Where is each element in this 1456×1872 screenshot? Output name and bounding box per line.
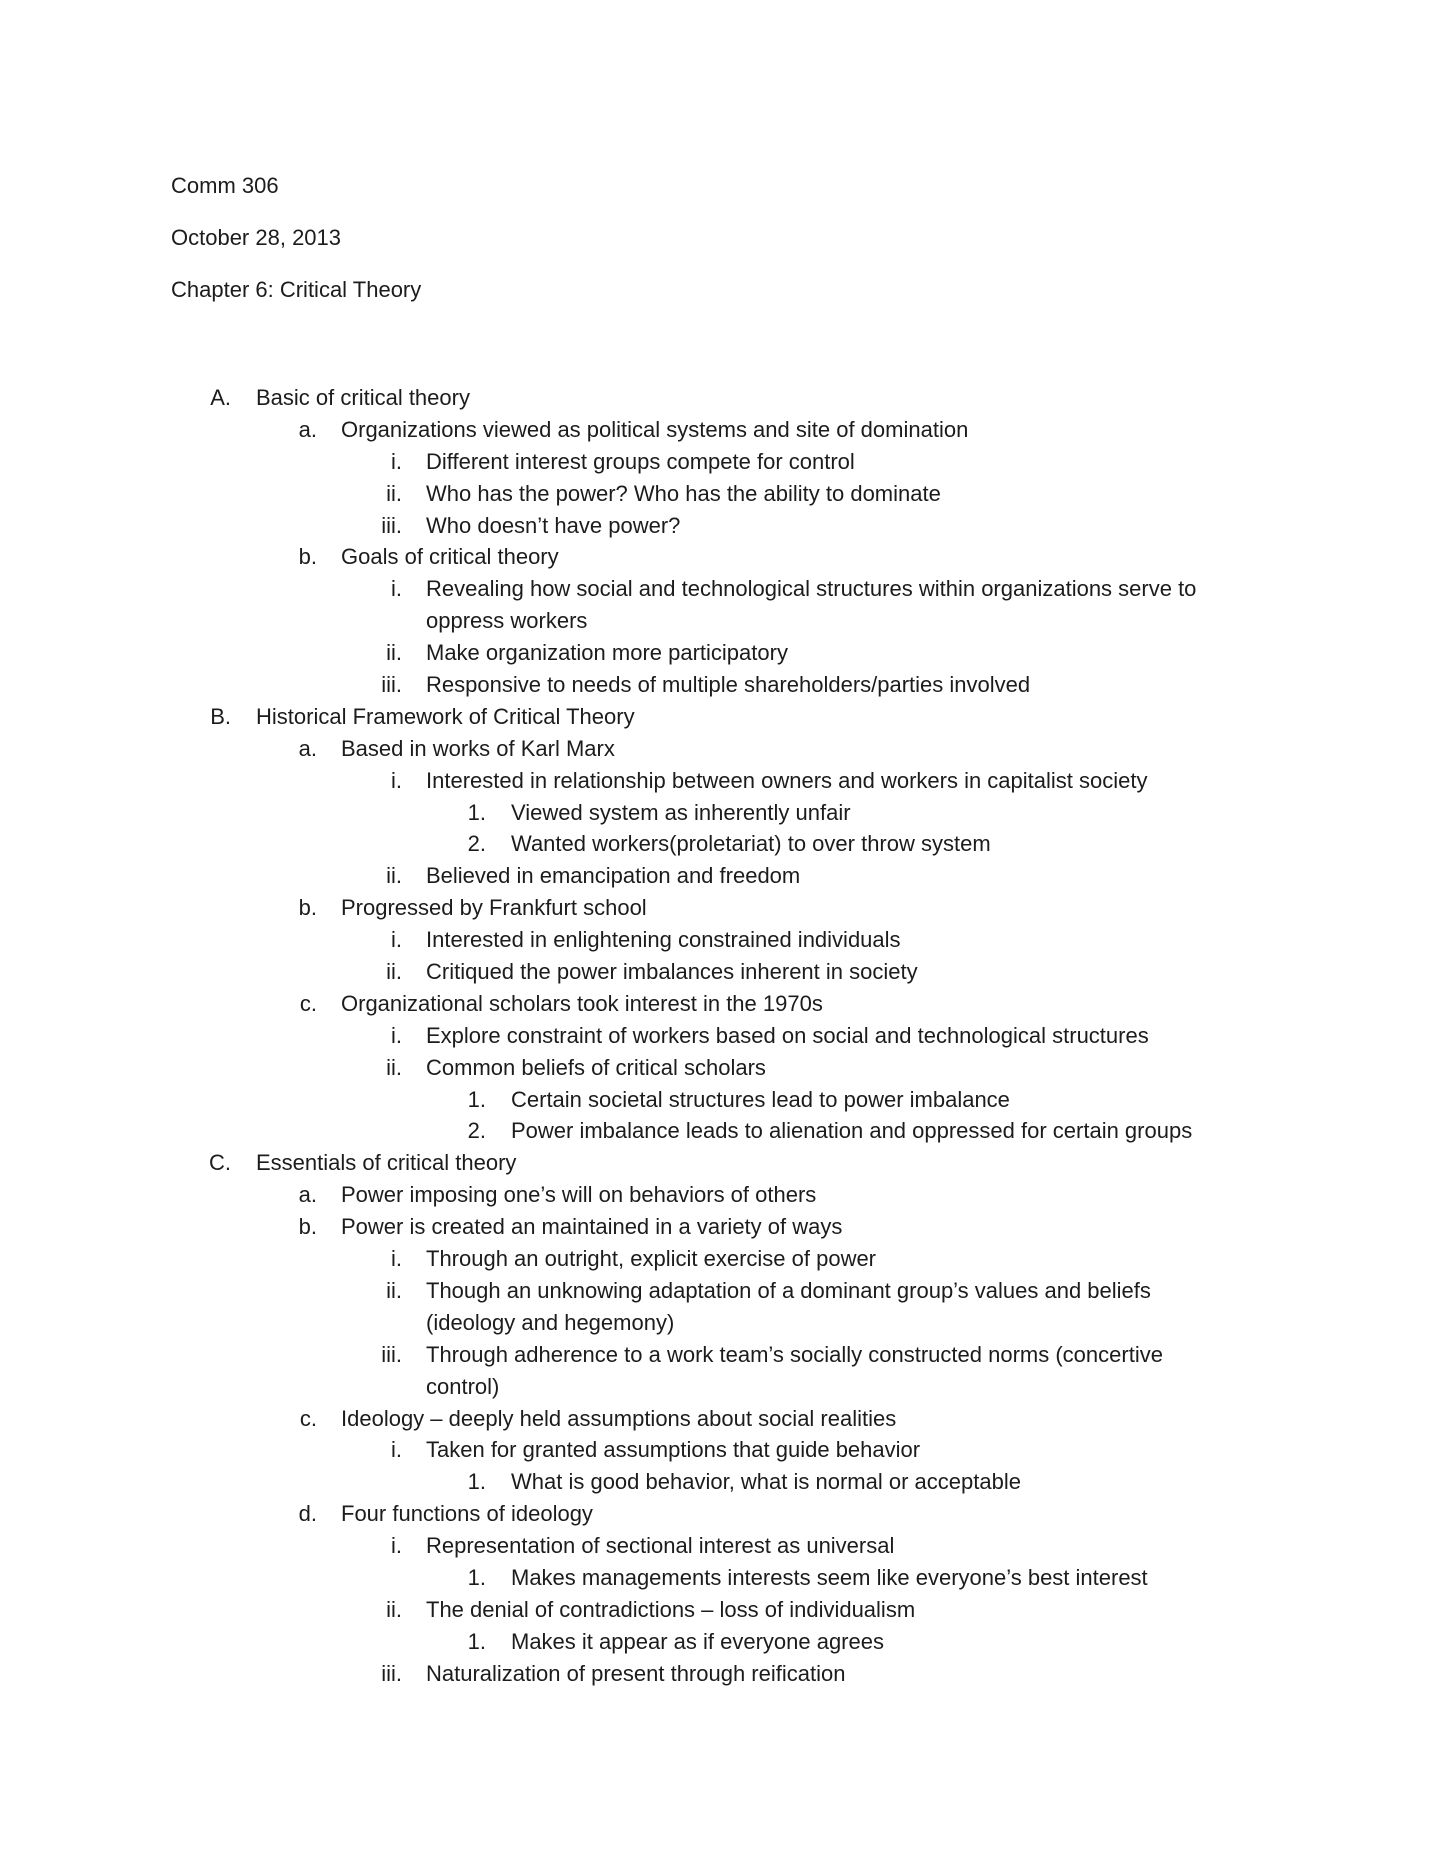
outline-item	[0, 892, 1456, 924]
outline-item	[0, 1147, 1456, 1179]
outline-item-number: i.	[391, 767, 402, 793]
outline-item-text: Essentials of critical theory	[256, 1150, 517, 1176]
outline-item-number: ii.	[386, 959, 402, 985]
outline-item	[0, 1115, 1456, 1147]
outline-item-text: (ideology and hegemony)	[426, 1309, 675, 1335]
outline-item-number: 1.	[467, 1469, 486, 1495]
outline-item-number: iii.	[381, 1341, 402, 1367]
outline-item	[0, 414, 1456, 446]
outline-item-text: Interested in enlightening constrained individuals	[426, 927, 901, 953]
outline-item-text: Common beliefs of critical scholars	[426, 1054, 766, 1080]
outline-item	[0, 1275, 1456, 1307]
outline-item-number: d.	[298, 1501, 317, 1527]
outline-item	[0, 541, 1456, 573]
outline-item	[0, 510, 1456, 542]
outline-item	[0, 1211, 1456, 1243]
outline-item-text: Makes managements interests seem like everyone’s best interest	[511, 1564, 1148, 1590]
outline-item-text: Through adherence to a work team’s socially constructed norms (concertive	[426, 1341, 1163, 1367]
outline-item-text: Different interest groups compete for control	[426, 448, 855, 474]
outline-item	[0, 1658, 1456, 1690]
outline-item	[0, 1339, 1456, 1371]
outline-item-text: Though an unknowing adaptation of a dominant group’s values and beliefs	[426, 1277, 1151, 1303]
outline-item	[0, 1179, 1456, 1211]
outline-item	[0, 1371, 1456, 1403]
outline-item	[0, 988, 1456, 1020]
outline-item-text: Certain societal structures lead to power imbalance	[511, 1086, 1010, 1112]
outline-item	[0, 573, 1456, 605]
outline-item-number: ii.	[386, 640, 402, 666]
outline-item	[0, 605, 1456, 637]
outline-item-text: The denial of contradictions – loss of individualism	[426, 1596, 916, 1622]
course-title: Comm 306	[171, 173, 279, 198]
outline-item-text: Who doesn’t have power?	[426, 512, 681, 538]
outline-item-text: Basic of critical theory	[256, 385, 470, 410]
outline-item-text: Interested in relationship between owners and workers in capitalist society	[426, 767, 1148, 793]
outline-item	[0, 860, 1456, 892]
outline-item-text: Historical Framework of Critical Theory	[256, 703, 635, 729]
outline-item-text: Ideology – deeply held assumptions about social realities	[341, 1405, 897, 1431]
outline-item-number: c.	[299, 1405, 317, 1431]
outline-item-text: Power imposing one’s will on behaviors of others	[341, 1182, 817, 1208]
outline-item-text: What is good behavior, what is normal or acceptable	[511, 1469, 1021, 1495]
outline-item-text: Taken for granted assumptions that guide behavior	[426, 1437, 921, 1463]
outline-item	[0, 637, 1456, 669]
outline-item-number: i.	[391, 576, 402, 602]
outline-item-number: ii.	[386, 480, 402, 506]
outline-item-number: ii.	[386, 863, 402, 889]
outline-item-text: Based in works of Karl Marx	[341, 735, 615, 761]
outline-item-text: Power is created an maintained in a variety of ways	[341, 1214, 843, 1240]
outline-item-text: Critiqued the power imbalances inherent in society	[426, 959, 918, 985]
outline-item	[0, 765, 1456, 797]
outline-item	[0, 1434, 1456, 1466]
outline-item-number: b.	[298, 544, 317, 570]
outline-item-number: i.	[391, 927, 402, 953]
outline-item	[0, 1626, 1456, 1658]
outline-item-number: 2.	[467, 1118, 486, 1144]
outline-item	[0, 733, 1456, 765]
outline-item-text: Power imbalance leads to alienation and oppressed for certain groups	[511, 1118, 1193, 1144]
outline-item	[0, 1307, 1456, 1339]
outline-item	[0, 1052, 1456, 1084]
outline-item-number: 1.	[467, 1086, 486, 1112]
outline-item	[0, 1084, 1456, 1116]
outline-item-number: 1.	[467, 1564, 486, 1590]
outline-item-number: i.	[391, 1246, 402, 1272]
outline-item-text: Through an outright, explicit exercise of power	[426, 1246, 877, 1272]
outline-item-number: 1.	[467, 1628, 486, 1654]
outline-item-text: Who has the power? Who has the ability to dominate	[426, 480, 941, 506]
outline-item-text: Believed in emancipation and freedom	[426, 863, 801, 889]
outline-item-number: b.	[298, 895, 317, 921]
outline-item	[0, 956, 1456, 988]
outline-item	[0, 1594, 1456, 1626]
outline-item-number: iii.	[381, 672, 402, 698]
outline-item-text: Organizational scholars took interest in the 1970s	[341, 990, 823, 1016]
outline-item	[0, 1498, 1456, 1530]
outline-item	[0, 828, 1456, 860]
outline-item-number: a.	[298, 416, 317, 442]
outline-item-text: Four functions of ideology	[341, 1501, 593, 1527]
outline-item-number: iii.	[381, 512, 402, 538]
outline-item	[0, 1562, 1456, 1594]
document-date: October 28, 2013	[171, 225, 342, 250]
outline-item-text: Viewed system as inherently unfair	[511, 799, 851, 825]
outline-item	[0, 446, 1456, 478]
outline-item	[0, 669, 1456, 701]
outline-item-number: i.	[391, 1533, 402, 1559]
outline-item-number: ii.	[386, 1277, 402, 1303]
outline-item-number: i.	[391, 448, 402, 474]
outline-item	[0, 478, 1456, 510]
outline-item-number: b.	[298, 1214, 317, 1240]
outline-item-text: Wanted workers(proletariat) to over throw system	[511, 831, 991, 857]
outline-item	[0, 1020, 1456, 1052]
chapter-title: Chapter 6: Critical Theory	[171, 277, 422, 302]
outline-item-number: ii.	[386, 1596, 402, 1622]
outline-item	[0, 1530, 1456, 1562]
outline-item-number: B.	[210, 703, 231, 729]
outline-item-number: i.	[391, 1022, 402, 1048]
outline-item-number: 2.	[467, 831, 486, 857]
outline-item-text: Goals of critical theory	[341, 544, 559, 570]
outline-item-number: c.	[299, 990, 317, 1016]
notes-outline	[0, 382, 1456, 1690]
outline-item-number: C.	[209, 1150, 231, 1176]
outline-item-text: Organizations viewed as political systems and site of domination	[341, 416, 969, 442]
outline-item-text: Progressed by Frankfurt school	[341, 895, 647, 921]
outline-item	[0, 382, 1456, 414]
outline-item-text: Explore constraint of workers based on social and technological structures	[426, 1022, 1149, 1048]
outline-item-text: Make organization more participatory	[426, 640, 788, 666]
outline-item-number: i.	[391, 1437, 402, 1463]
outline-item-number: a.	[298, 1182, 317, 1208]
outline-item	[0, 797, 1456, 829]
outline-item	[0, 1403, 1456, 1435]
outline-item-number: a.	[298, 735, 317, 761]
outline-item-text: Makes it appear as if everyone agrees	[511, 1628, 884, 1654]
outline-item-text: Revealing how social and technological structures within organizations serve to	[426, 576, 1197, 602]
outline-item	[0, 924, 1456, 956]
outline-item-text: control)	[426, 1373, 500, 1399]
outline-item	[0, 1466, 1456, 1498]
outline-item-number: iii.	[381, 1660, 402, 1686]
outline-item-text: oppress workers	[426, 608, 588, 634]
outline-item-number: ii.	[386, 1054, 402, 1080]
outline-item-text: Representation of sectional interest as universal	[426, 1533, 895, 1559]
outline-item-number: 1.	[467, 799, 486, 825]
outline-item	[0, 701, 1456, 733]
outline-item	[0, 1243, 1456, 1275]
outline-item-text: Responsive to needs of multiple shareholders/parties involved	[426, 672, 1031, 698]
outline-item-text: Naturalization of present through reification	[426, 1660, 846, 1686]
outline-item-number: A.	[210, 385, 231, 410]
